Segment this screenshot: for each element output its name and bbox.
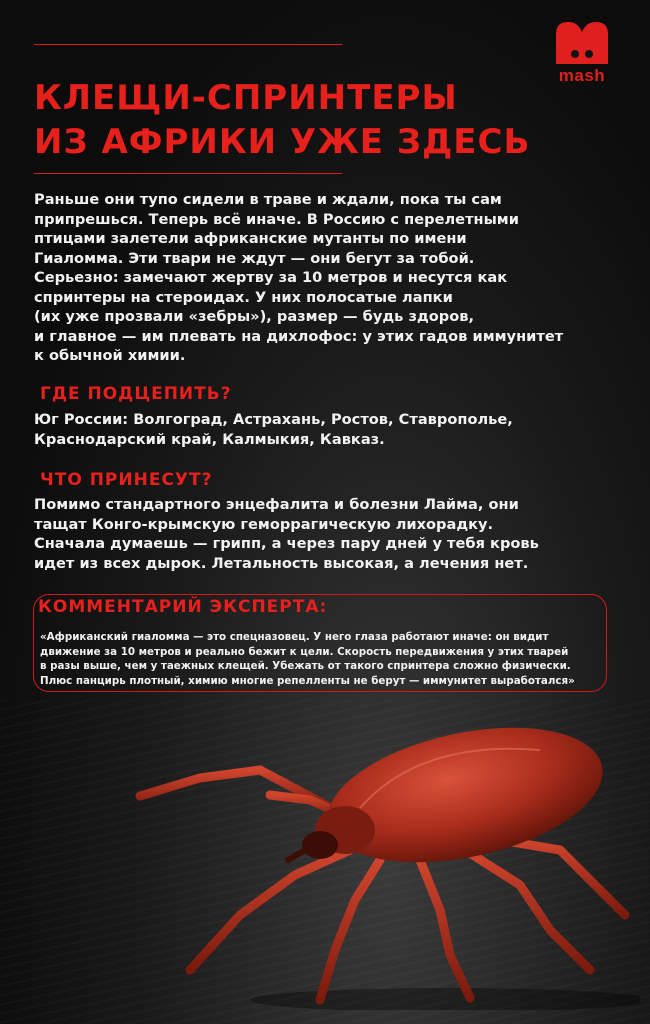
what-line: Помимо стандартного энцефалита и болезни Лайма, они [34, 496, 519, 513]
what-line: Сначала думаешь — грипп, а через пару дней у тебя кровь [34, 535, 539, 552]
headline [34, 76, 634, 164]
what-line: тащат Конго-крымскую геморрагическую лихорадку. [34, 515, 494, 533]
intro-paragraph [34, 190, 624, 366]
expert-line: «Африканский гиаломма — это спецназовец. У него глаза работают иначе: он видит [40, 631, 549, 643]
headline-line-2: ИЗ АФРИКИ УЖЕ ЗДЕСЬ [34, 122, 531, 162]
where-paragraph [34, 410, 624, 449]
intro-line: птицами залетели африканские мутанты по имени [34, 230, 467, 247]
expert-line: движение за 10 метров и реально бежит к цели. Скорость передвижения у этих тварей [40, 645, 569, 658]
expert-line: Плюс панцирь плотный, химию многие репелленты не берут — иммунитет выработался» [40, 674, 575, 687]
headline-line-1: КЛЕЩИ-СПРИНТЕРЫ [34, 78, 458, 118]
intro-line: Серьезно: замечают жертву за 10 метров и несутся как [34, 269, 508, 286]
intro-line: (их уже прозвали «зебры»), размер — будь здоров, [34, 308, 475, 325]
expert-quote [40, 630, 620, 688]
what-section-title: ЧТО ПРИНЕСУТ? [40, 470, 213, 490]
intro-line: припрешься. Теперь всё иначе. В Россию с перелетными [34, 210, 519, 228]
intro-line: спринтеры на стероидах. У них полосатые лапки [34, 288, 453, 306]
expert-line: в разы выше, чем у таежных клещей. Убежать от такого спринтера сложно физически. [40, 660, 571, 672]
where-line: Юг России: Волгоград, Астрахань, Ростов, Ставрополье, [34, 411, 513, 428]
intro-line: Гиаломма. Эти твари не ждут — они бегут за тобой. [34, 249, 475, 267]
where-section-title: ГДЕ ПОДЦЕПИТЬ? [40, 384, 232, 404]
what-line: идет из всех дырок. Летальность высокая, а лечения нет. [34, 554, 529, 572]
tick-illustration-icon [120, 700, 640, 1010]
headline-divider [34, 173, 342, 174]
what-paragraph [34, 495, 624, 573]
logo-text: mash [558, 66, 606, 85]
intro-line: и главное — им плевать на дихлофос: у этих гадов иммунитет [34, 327, 564, 345]
top-divider [34, 44, 342, 45]
where-line: Краснодарский край, Калмыкия, Кавказ. [34, 430, 385, 448]
expert-section-title: КОММЕНТАРИЙ ЭКСПЕРТА: [38, 597, 328, 617]
intro-line: Раньше они тупо сидели в траве и ждали, пока ты сам [34, 191, 502, 208]
intro-line: к обычной химии. [34, 347, 186, 364]
